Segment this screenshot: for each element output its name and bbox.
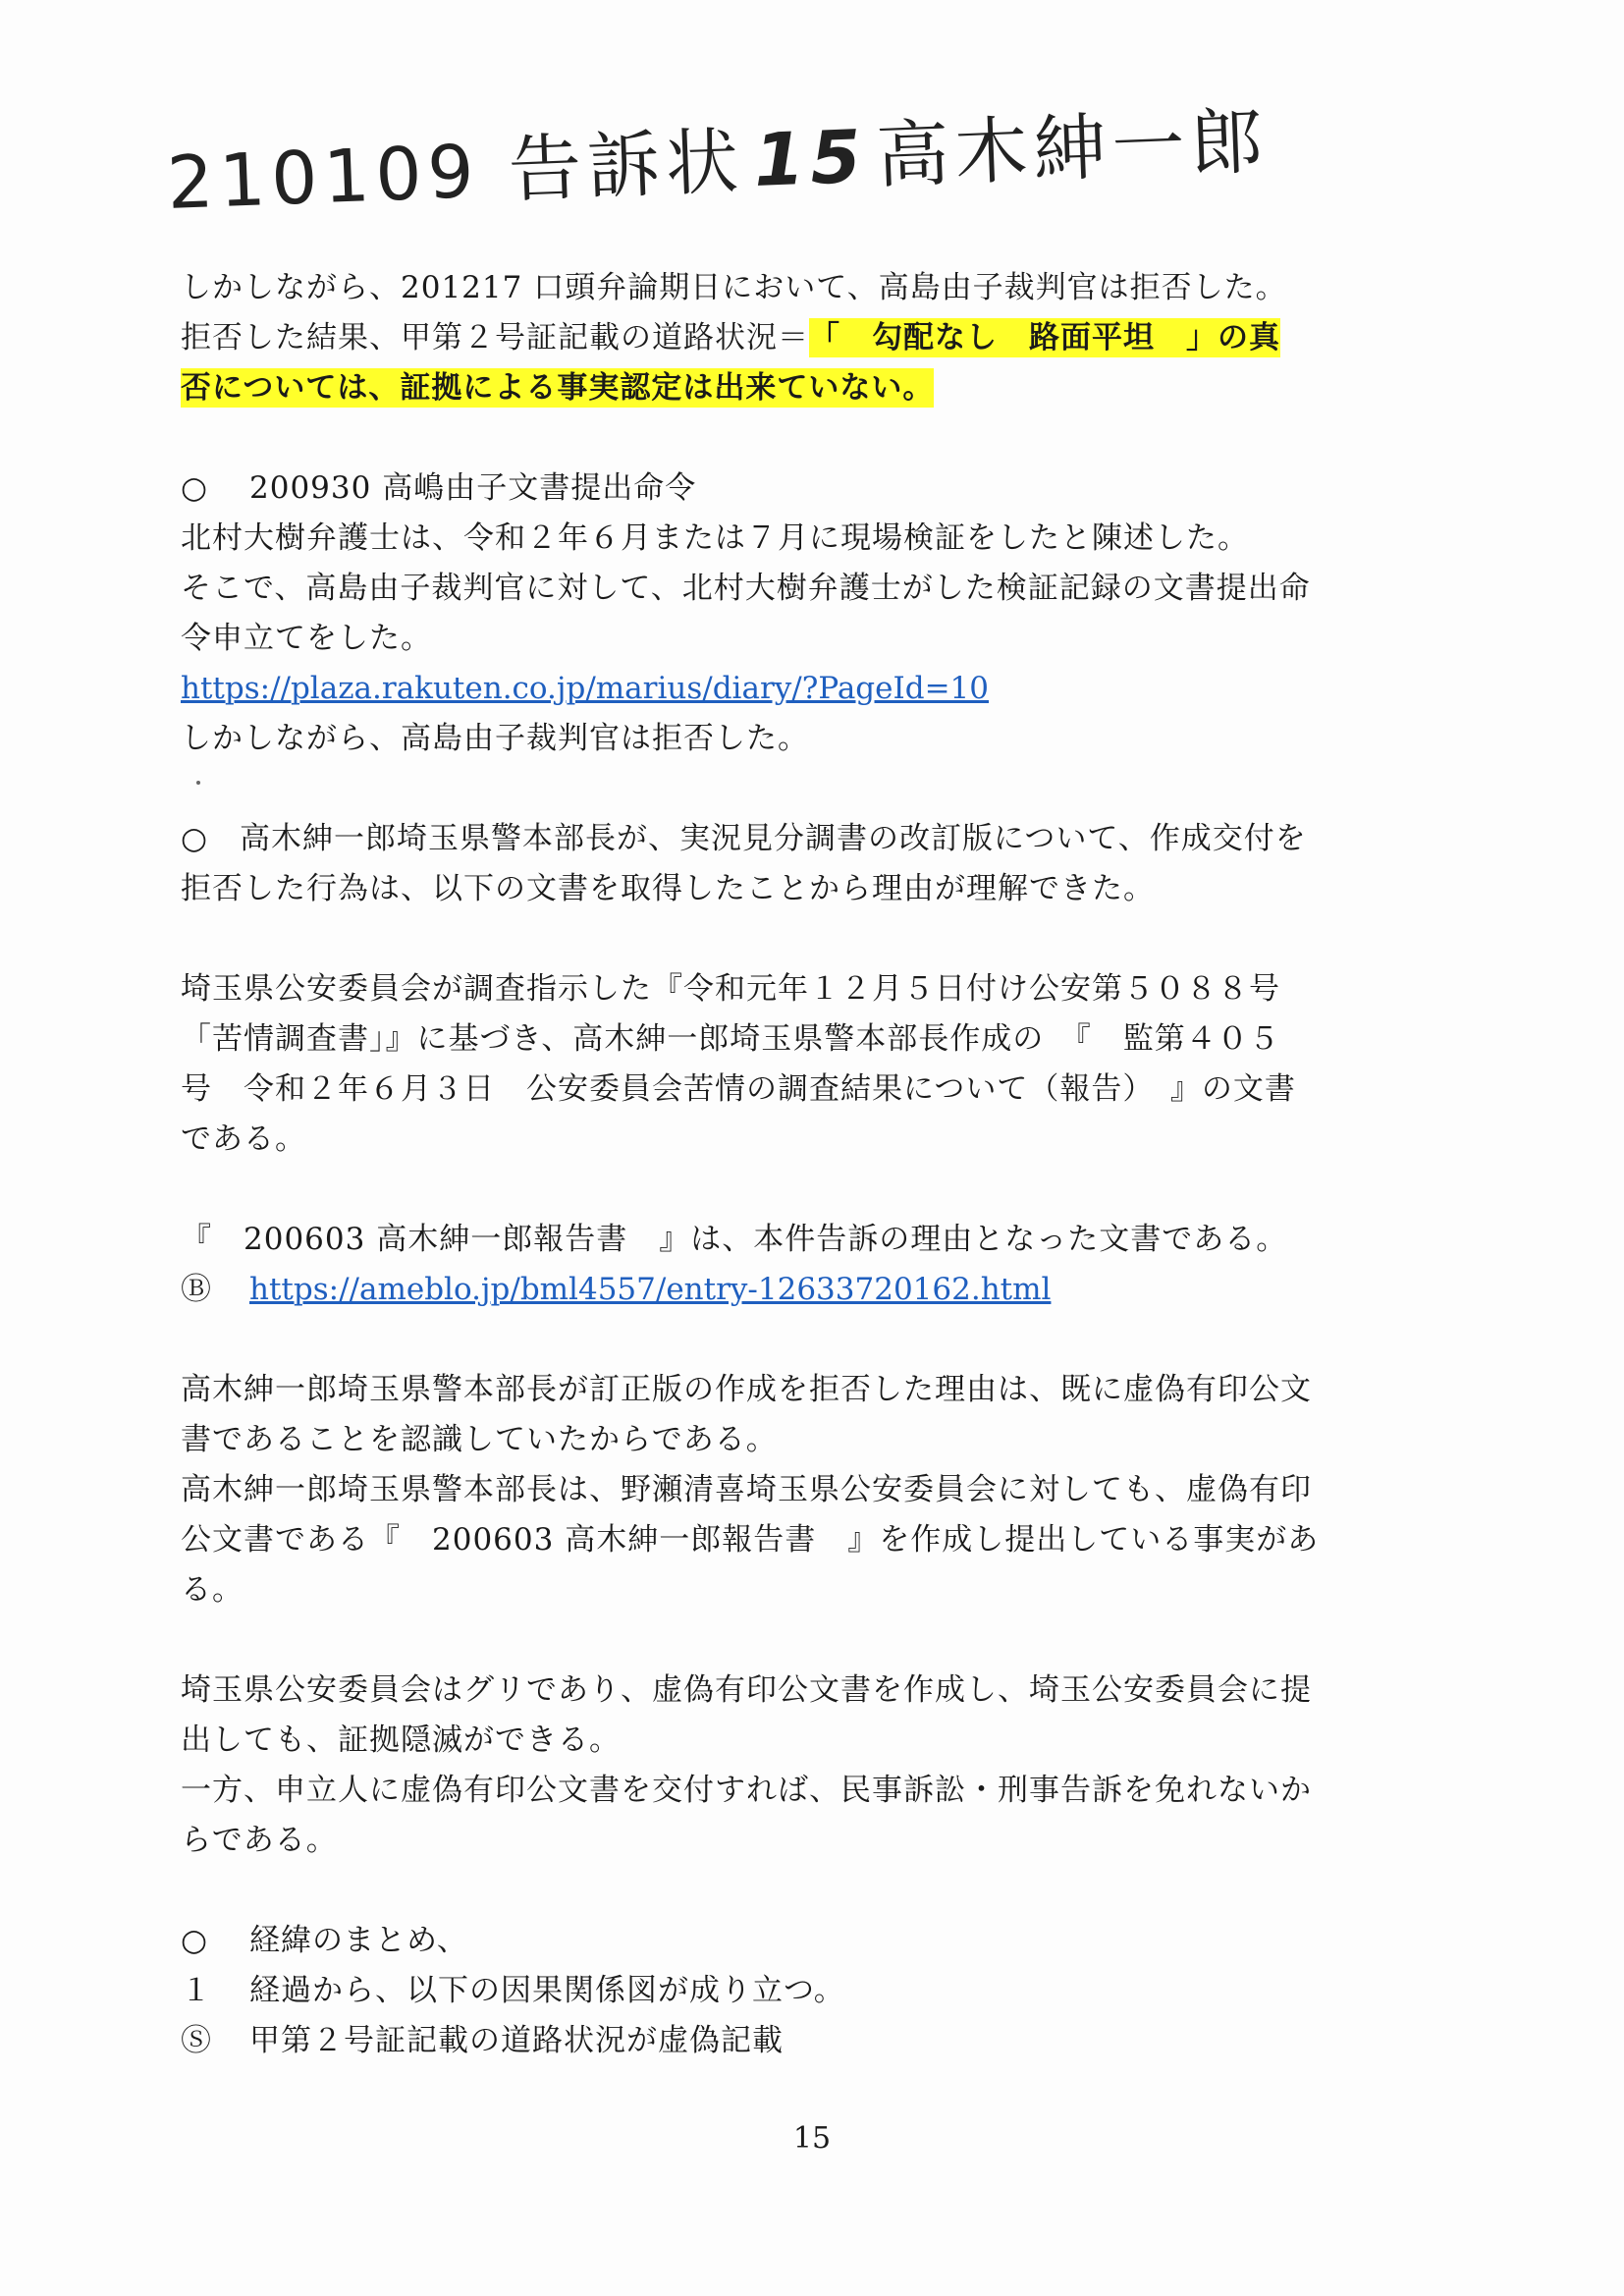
paragraph-line: 『 200603 高木紳一郎報告書 』は、本件告訴の理由となった文書である。 [181, 1222, 1288, 1257]
paragraph-line: らである。 [181, 1823, 338, 1858]
circle-mark: ○ [181, 470, 209, 506]
spacer [181, 1866, 1487, 1916]
spacer [181, 413, 1487, 464]
ameblo-link[interactable]: https://ameblo.jp/bml4557/entry-12633720162.html [249, 1272, 1052, 1307]
paragraph-line: 公文書である『 200603 高木紳一郎報告書 』を作成し提出している事実があ [181, 1522, 1320, 1558]
paragraph-line: 令申立てをした。 [181, 621, 432, 656]
paragraph-line: しかしながら、高島由子裁判官は拒否した。 [181, 721, 809, 756]
handwritten-title [165, 83, 1271, 230]
highlighted-text: 「 勾配なし 路面平坦 」の真 [809, 320, 1280, 355]
paragraph-line [181, 363, 1487, 413]
paragraph-line: 埼玉県公安委員会が調査指示した『令和元年１２月５日付け公安第５０８８号 [181, 971, 1280, 1007]
paragraph-line: 出しても、証拠隠滅ができる。 [181, 1722, 621, 1758]
document-body [181, 263, 1487, 2066]
section-heading [181, 1916, 1487, 1966]
paragraph-line: ○ 高木紳一郎埼玉県警本部長が、実況見分調書の改訂版について、作成交付を [181, 821, 1307, 856]
highlighted-text: 否については、証拠による事実認定は出来ていない。 [181, 370, 935, 406]
spacer [181, 914, 1487, 964]
link-line [181, 1265, 1487, 1315]
paragraph-line: である。 [181, 1121, 306, 1157]
paragraph-line: 高木紳一郎埼玉県警本部長が訂正版の作成を拒否した理由は、既に虚偽有印公文 [181, 1372, 1312, 1407]
list-item-text: 甲第２号証記載の道路状況が虚偽記載 [249, 2023, 784, 2058]
list-number: １ [181, 1973, 212, 2008]
paragraph-line: 北村大樹弁護士は、令和２年６月または７月に現場検証をしたと陳述した。 [181, 520, 1249, 556]
paragraph-line: 拒否した行為は、以下の文書を取得したことから理由が理解できた。 [181, 871, 1155, 906]
paragraph-line: 「苦情調査書」』に基づき、高木紳一郎埼玉県警本部長作成の 『 監第４０５ [181, 1021, 1280, 1057]
section-heading [181, 464, 1487, 514]
section-heading-text: 経緯のまとめ、 [249, 1923, 468, 1958]
b-circle-mark: Ⓑ [181, 1272, 212, 1307]
list-item [181, 1966, 1487, 2016]
title-prefix: 210109 告訴状 [165, 119, 746, 226]
title-name: 高木紳一郎 [875, 98, 1272, 199]
s-circle-mark: Ⓢ [181, 2023, 212, 2058]
spacer [181, 1165, 1487, 1215]
paragraph-line: 埼玉県公安委員会はグリであり、虚偽有印公文書を作成し、埼玉公安委員会に提 [181, 1672, 1312, 1708]
paragraph-line: そこで、高島由子裁判官に対して、北村大樹弁護士がした検証記録の文書提出命 [181, 571, 1311, 606]
link-line [181, 664, 1487, 714]
paragraph-line: る。 [181, 1572, 244, 1608]
paragraph-line: 書であることを認識していたからである。 [181, 1422, 778, 1457]
plain-text: 拒否した結果、甲第２号証記載の道路状況＝ [181, 320, 809, 355]
paragraph-line: 号 令和２年６月３日 公安委員会苦情の調査結果について（報告） 』の文書 [181, 1071, 1296, 1107]
title-number: 15 [752, 114, 869, 204]
paragraph-line: 一方、申立人に虚偽有印公文書を交付すれば、民事訴訟・刑事告訴を免れないか [181, 1773, 1312, 1808]
list-item-text: 経過から、以下の因果関係図が成り立つ。 [249, 1973, 845, 2008]
paragraph-line: しかしながら、201217 口頭弁論期日において、高島由子裁判官は拒否した。 [181, 270, 1287, 305]
list-item [181, 2016, 1487, 2066]
rakuten-link[interactable]: https://plaza.rakuten.co.jp/marius/diary/?PageId=10 [181, 671, 989, 706]
paragraph-line: 高木紳一郎埼玉県警本部長は、野瀬清喜埼玉県公安委員会に対しても、虚偽有印 [181, 1472, 1312, 1507]
spacer [181, 1315, 1487, 1365]
spacer [181, 1615, 1487, 1666]
circle-mark: ○ [181, 1923, 209, 1958]
section-heading-text: 200930 高嶋由子文書提出命令 [249, 470, 697, 506]
paragraph-line [181, 313, 1487, 363]
spacer [181, 764, 1487, 814]
page-number: 15 [792, 2121, 832, 2156]
